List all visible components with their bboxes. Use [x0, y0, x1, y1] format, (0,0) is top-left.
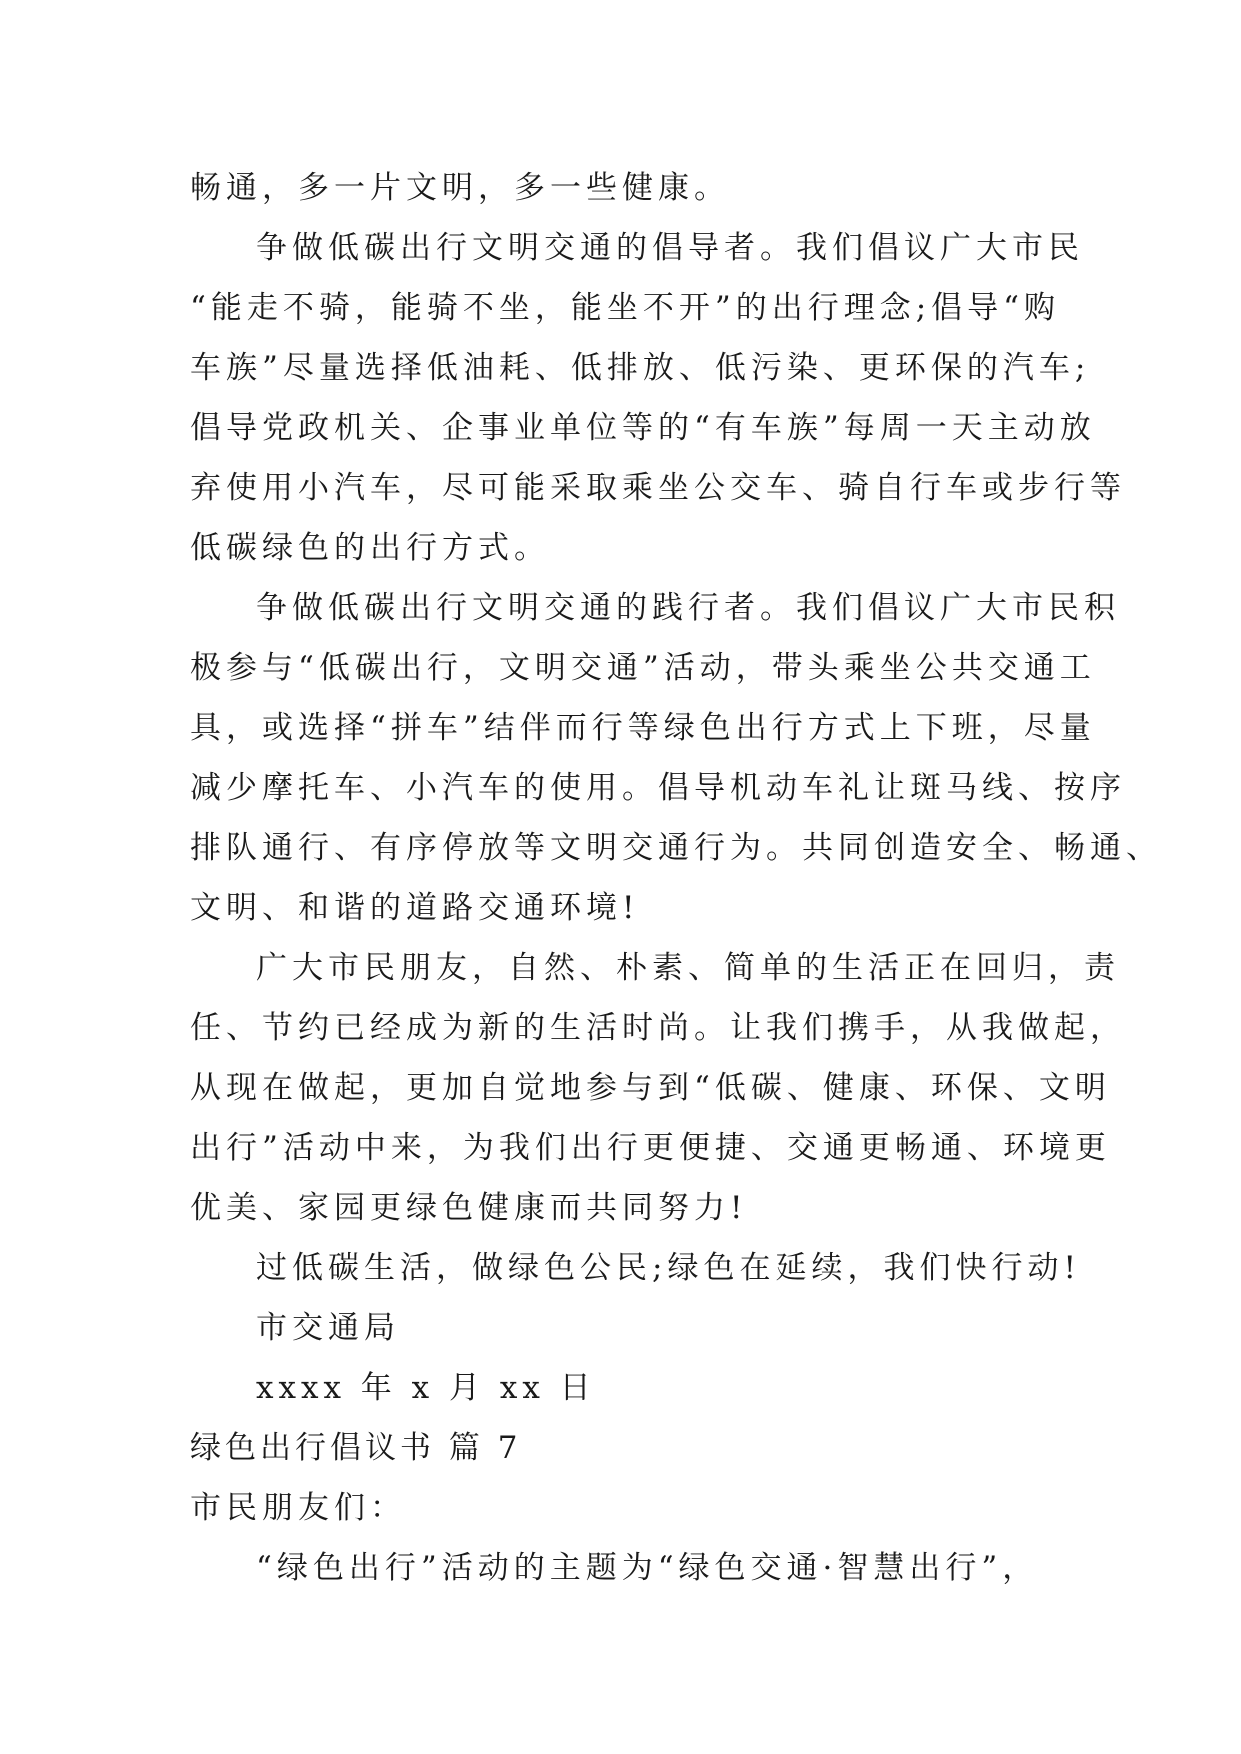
text-line: 文明、和谐的道路交通环境!	[190, 890, 640, 926]
text-line: 优美、家园更绿色健康而共同努力!	[190, 1190, 748, 1226]
paragraph-start-line: 争做低碳出行文明交通的倡导者。我们倡议广大市民	[256, 230, 1084, 266]
signature-organization: 市交通局	[256, 1310, 400, 1346]
text-line: 极参与“低碳出行，文明交通”活动，带头乘坐公共交通工	[190, 650, 1096, 686]
signature-date: xxxx 年 x 月 xx 日	[256, 1370, 596, 1406]
document-body	[190, 158, 1162, 1598]
text-line: 低碳绿色的出行方式。	[190, 530, 550, 566]
text-line: 具，或选择“拼车”结伴而行等绿色出行方式上下班，尽量	[190, 710, 1096, 746]
text-line: 从现在做起，更加自觉地参与到“低碳、健康、环保、文明	[190, 1070, 1111, 1106]
slogan-line: 过低碳生活，做绿色公民;绿色在延续，我们快行动!	[256, 1250, 1081, 1286]
text-line: 排队通行、有序停放等文明交通行为。共同创造安全、畅通、	[190, 830, 1162, 866]
paragraph-start-line: 广大市民朋友，自然、朴素、简单的生活正在回归，责	[256, 950, 1120, 986]
text-line: 车族”尽量选择低油耗、低排放、低污染、更环保的汽车;	[190, 350, 1091, 386]
text-line: 倡导党政机关、企事业单位等的“有车族”每周一天主动放	[190, 410, 1096, 446]
text-line: 畅通，多一片文明，多一些健康。	[190, 170, 730, 206]
text-line: “能走不骑，能骑不坐，能坐不开”的出行理念;倡导“购	[190, 290, 1060, 326]
text-line: 任、节约已经成为新的生活时尚。让我们携手，从我做起，	[190, 1010, 1126, 1046]
section-title: 绿色出行倡议书 篇 7	[190, 1430, 522, 1466]
text-line: 减少摩托车、小汽车的使用。倡导机动车礼让斑马线、按序	[190, 770, 1126, 806]
text-line: 出行”活动中来，为我们出行更便捷、交通更畅通、环境更	[190, 1130, 1111, 1166]
paragraph-start-line: 争做低碳出行文明交通的践行者。我们倡议广大市民积	[256, 590, 1120, 626]
text-line: 弃使用小汽车，尽可能采取乘坐公交车、骑自行车或步行等	[190, 470, 1126, 506]
salutation: 市民朋友们：	[190, 1490, 406, 1526]
paragraph-start-line: “绿色出行”活动的主题为“绿色交通·智慧出行”，	[256, 1550, 1039, 1586]
